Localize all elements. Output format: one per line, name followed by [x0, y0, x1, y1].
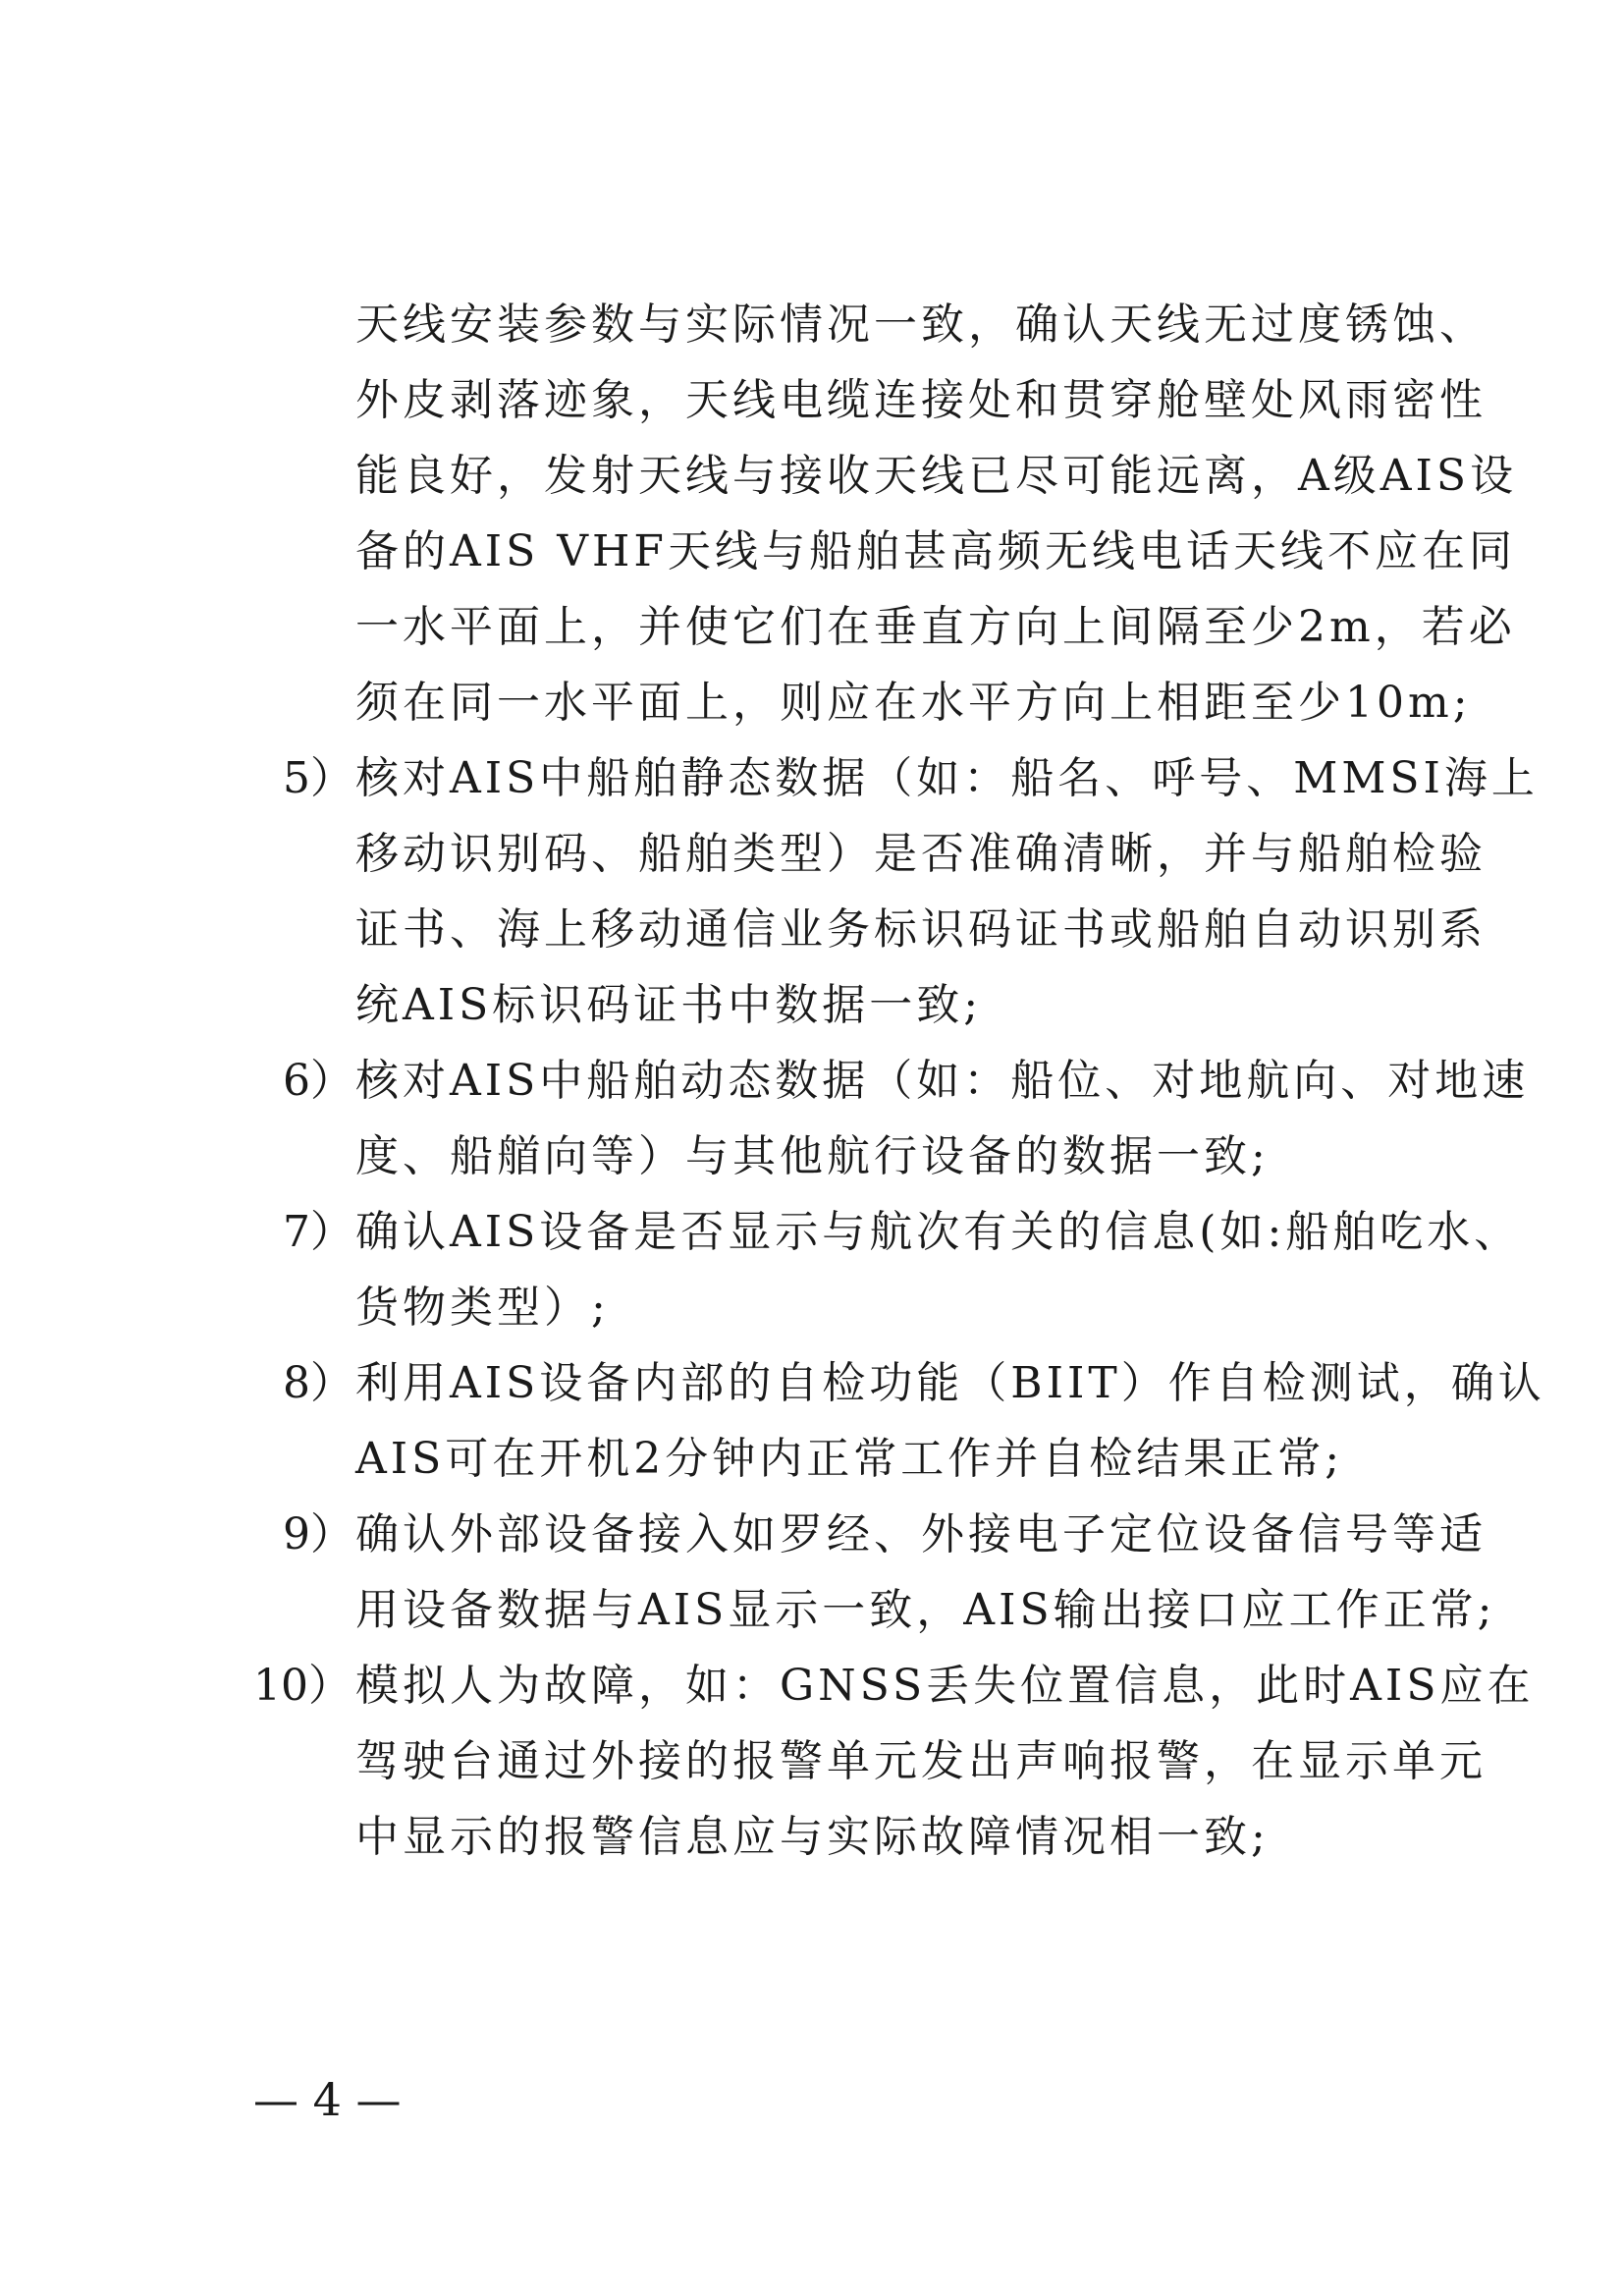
continuation-line: 能良好，发射天线与接收天线已尽可能远离，A级AIS设: [355, 451, 1518, 501]
item-text: 模拟人为故障，如：GNSS丢失位置信息，此时AIS应在: [355, 1661, 1535, 1711]
list-item-5: [283, 740, 1539, 816]
item-number: 5）: [283, 753, 353, 803]
item-number: 10）: [253, 1661, 352, 1711]
list-item-9: [283, 1497, 1487, 1572]
continuation-line: 一水平面上，并使它们在垂直方向上间隔至少2m，若必: [355, 602, 1516, 652]
continuation-line: 须在同一水平面上，则应在水平方向上相距至少10m;: [355, 678, 1472, 728]
item-text: 利用AIS设备内部的自检功能（BIIT）作自检测试，确认: [355, 1358, 1545, 1408]
item-number: 8）: [283, 1358, 353, 1408]
item-text: 确认外部设备接入如罗经、外接电子定位设备信号等适: [355, 1509, 1487, 1559]
list-item-6: [283, 1043, 1530, 1119]
item-text: 货物类型）;: [355, 1283, 610, 1333]
item-number: 9）: [283, 1509, 353, 1559]
body-text: [253, 287, 1545, 1875]
continuation-line: 备的AIS VHF天线与船舶甚高频无线电话天线不应在同: [355, 526, 1516, 576]
item-text: 核对AIS中船舶静态数据（如：船名、呼号、MMSI海上: [355, 753, 1539, 803]
item-text: 确认AIS设备是否显示与航次有关的信息(如:船舶吃水、: [355, 1207, 1522, 1257]
item-number: 6）: [283, 1056, 353, 1106]
item-text: 移动识别码、船舶类型）是否准确清晰，并与船舶检验: [355, 829, 1487, 879]
item-text: 核对AIS中船舶动态数据（如：船位、对地航向、对地速: [355, 1056, 1530, 1106]
list-item-10: [253, 1648, 1535, 1723]
item-text: 度、船艏向等）与其他航行设备的数据一致;: [355, 1131, 1270, 1181]
continuation-line: 外皮剥落迹象，天线电缆连接处和贯穿舱壁处风雨密性: [355, 375, 1487, 425]
item-text: 用设备数据与AIS显示一致，AIS输出接口应工作正常;: [355, 1585, 1496, 1635]
item-text: 统AIS标识码证书中数据一致;: [355, 980, 983, 1030]
item-number: 7）: [283, 1207, 353, 1257]
item-text: AIS可在开机2分钟内正常工作并自检结果正常;: [355, 1434, 1344, 1484]
list-item-7: [283, 1194, 1522, 1270]
continuation-line: 天线安装参数与实际情况一致，确认天线无过度锈蚀、: [355, 300, 1487, 350]
list-item-8: [283, 1345, 1545, 1421]
page-number: — 4 —: [253, 2073, 402, 2126]
item-text: 驾驶台通过外接的报警单元发出声响报警，在显示单元: [355, 1736, 1487, 1786]
item-text: 证书、海上移动通信业务标识码证书或船舶自动识别系: [355, 904, 1487, 955]
item-text: 中显示的报警信息应与实际故障情况相一致;: [355, 1812, 1270, 1862]
